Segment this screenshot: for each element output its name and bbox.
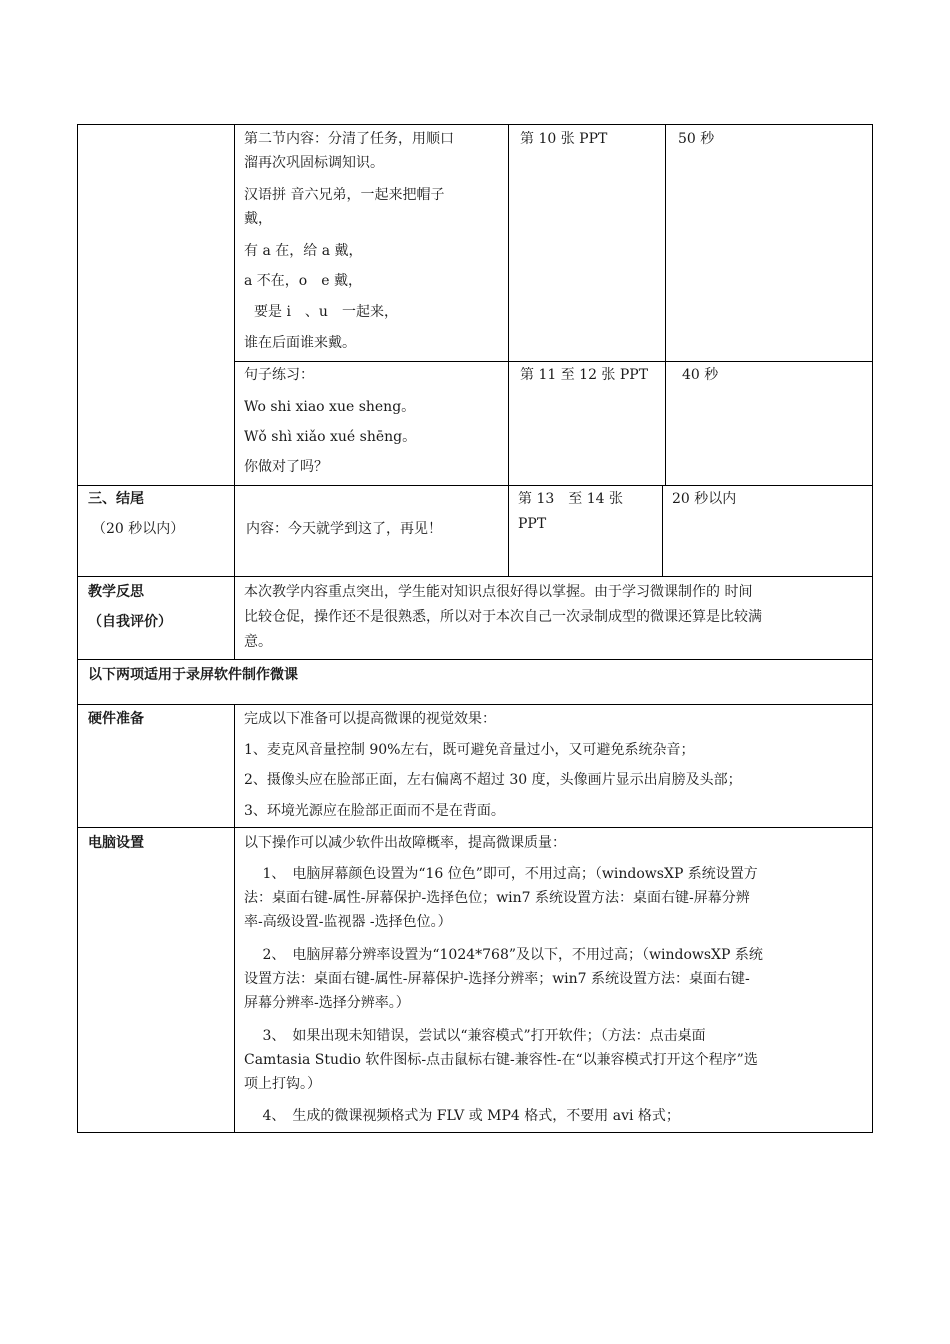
- computer-item-line: 4、 生成的微课视频格式为 FLV 或 MP4 格式，不要用 avi 格式；: [244, 1108, 680, 1124]
- ending-ppt: 第 13 至 14 张: [518, 491, 623, 507]
- section2-row: [77, 124, 873, 486]
- computer-intro: 以下操作可以减少软件出故障概率，提高微课质量：: [244, 835, 566, 851]
- computer-item-line: 率-高级设置-监视器 -选择色位。）: [244, 914, 452, 930]
- sentence-line: Wǒ shì xiǎo xué shēng。: [244, 429, 417, 445]
- reflection-line: 本次教学内容重点突出，学生能对知识点很好得以掌握。由于学习微课制作的 时间: [244, 584, 753, 600]
- hardware-line: 3、环境光源应在脸部正面而不是在背面。: [244, 803, 505, 819]
- section2-line: 有 a 在，给 a 戴，: [244, 243, 363, 259]
- ending-content: 内容：今天就学到这了，再见！: [246, 521, 442, 537]
- hardware-line: 完成以下准备可以提高微课的视觉效果：: [244, 711, 496, 727]
- sentence-line: 你做对了吗？: [244, 459, 328, 475]
- section2-time: 50 秒: [678, 131, 715, 147]
- reflection-line: 意。: [244, 634, 272, 650]
- computer-item-line: Camtasia Studio 软件图标-点击鼠标右键-兼容性-在“以兼容模式打开这个程序”选: [244, 1052, 758, 1068]
- ending-subtitle: （20 秒以内）: [92, 521, 185, 537]
- computer-row: [77, 827, 873, 1133]
- section2-line: 要是 i 、u 一起来，: [254, 304, 398, 320]
- reflection-line: 比较仓促，操作还不是很熟悉，所以对于本次自己一次录制成型的微课还算是比较满: [244, 609, 762, 625]
- computer-item-line: 项上打钩。）: [244, 1076, 321, 1092]
- sentence-line: 句子练习：: [244, 367, 314, 383]
- computer-item-line: 1、 电脑屏幕颜色设置为“16 位色”即可，不用过高；（windowsXP 系统设置方: [244, 866, 758, 882]
- section2-line: 戴，: [244, 211, 272, 227]
- reflection-sublabel: （自我评价）: [88, 614, 172, 630]
- computer-label: 电脑设置: [88, 835, 144, 851]
- section2-ppt: 第 10 张 PPT: [520, 131, 608, 147]
- notice-text: 以下两项适用于录屏软件制作微课: [88, 667, 298, 683]
- sentence-time: 40 秒: [682, 367, 719, 383]
- section2-line: a 不在，o e 戴，: [244, 273, 362, 289]
- section2-line: 溜再次巩固标调知识。: [244, 155, 384, 171]
- notice-row: [77, 659, 873, 705]
- section2-line: 汉语拼 音六兄弟，一起来把帽子: [244, 187, 445, 203]
- computer-item-line: 法：桌面右键-属性-屏幕保护-选择色位；win7 系统设置方法：桌面右键-屏幕分辨: [244, 890, 750, 906]
- hardware-line: 2、摄像头应在脸部正面，左右偏离不超过 30 度，头像画片显示出肩膀及头部；: [244, 772, 742, 788]
- computer-item-line: 设置方法：桌面右键-属性-屏幕保护-选择分辨率；win7 系统设置方法：桌面右键-: [244, 971, 750, 987]
- ending-title: 三、结尾: [88, 491, 144, 507]
- hardware-label: 硬件准备: [88, 711, 144, 727]
- computer-item-line: 2、 电脑屏幕分辨率设置为“1024*768”及以下，不用过高；（windowsXP 系统: [244, 947, 763, 963]
- computer-item-line: 屏幕分辨率-选择分辨率。）: [244, 995, 410, 1011]
- reflection-label: 教学反思: [88, 584, 144, 600]
- reflection-row: [77, 576, 873, 660]
- hardware-line: 1、麦克风音量控制 90%左右，既可避免音量过小，又可避免系统杂音；: [244, 742, 695, 758]
- sentence-line: Wo shi xiao xue sheng。: [244, 399, 416, 415]
- ending-ppt: PPT: [518, 516, 547, 532]
- ending-time: 20 秒以内: [672, 491, 737, 507]
- section2-line: 第二节内容：分清了任务，用顺口: [244, 131, 454, 147]
- hardware-row: [77, 704, 873, 828]
- computer-item-line: 3、 如果出现未知错误，尝试以“兼容模式”打开软件；（方法：点击桌面: [244, 1028, 706, 1044]
- sentence-ppt: 第 11 至 12 张 PPT: [520, 367, 649, 383]
- section2-line: 谁在后面谁来戴。: [244, 335, 356, 351]
- ending-row: [77, 485, 873, 577]
